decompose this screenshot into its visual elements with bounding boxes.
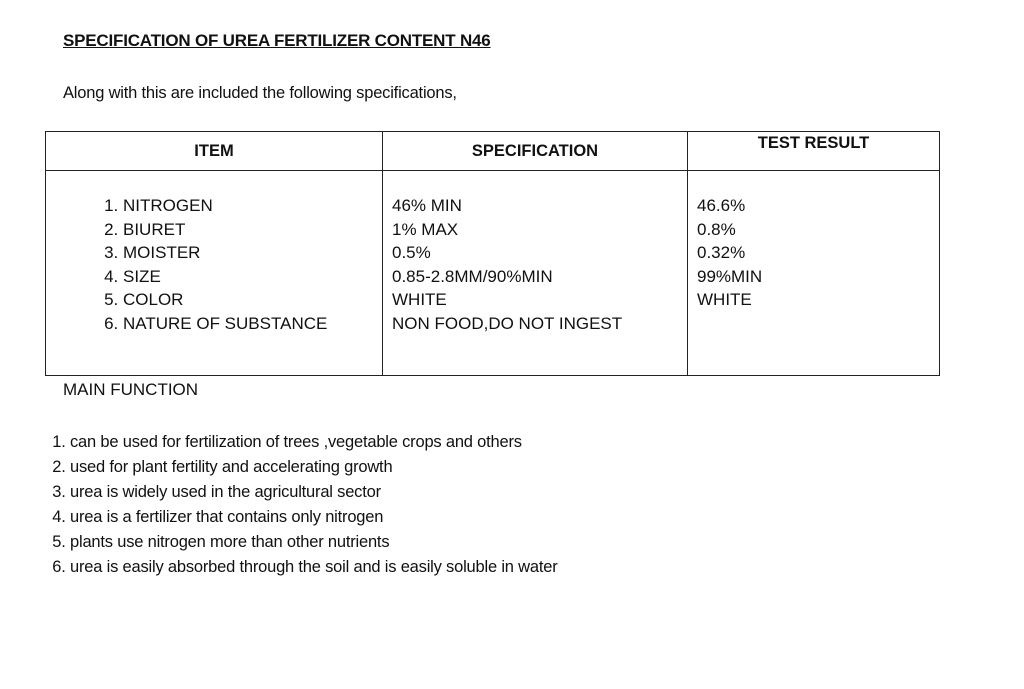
table-row [46, 171, 940, 376]
list-item: 0.85-2.8MM/90%MIN [392, 266, 553, 286]
list-item: 6. urea is easily absorbed through the soil and is easily soluble in water [70, 555, 558, 580]
item-cell [46, 171, 383, 376]
specification-list [383, 194, 687, 335]
item-list [46, 194, 382, 335]
list-item: 0.8% [697, 219, 736, 239]
list-item: 99%MIN [697, 266, 763, 286]
main-function-heading: MAIN FUNCTION [63, 380, 199, 399]
document-title: SPECIFICATION OF UREA FERTILIZER CONTENT N46 [63, 31, 491, 50]
list-item: 4. urea is a fertilizer that contains only nitrogen [70, 505, 558, 530]
list-item: 0.32% [697, 243, 746, 262]
list-item: 4. SIZE [123, 265, 382, 289]
list-item: 2. used for plant fertility and accelerating growth [70, 455, 558, 480]
specification-cell [383, 171, 688, 376]
specification-table [45, 131, 940, 376]
list-item: 1. can be used for fertilization of trees ,vegetable crops and others [70, 430, 558, 455]
list-item: 1% MAX [392, 219, 459, 239]
list-item: 3. urea is widely used in the agricultural sector [70, 480, 558, 505]
list-item: WHITE [392, 290, 447, 309]
list-item: 46.6% [697, 196, 746, 215]
list-item: 5. plants use nitrogen more than other nutrients [70, 530, 558, 555]
main-function-list [0, 430, 558, 580]
list-item: NON FOOD,DO NOT INGEST [392, 313, 623, 333]
list-item: 3. MOISTER [123, 241, 382, 265]
table-header-row [46, 132, 940, 171]
list-item: 0.5% [392, 243, 431, 262]
list-item: 5. COLOR [123, 288, 382, 312]
test-result-cell [688, 171, 940, 376]
list-item: 46% MIN [392, 196, 462, 215]
test-result-list [688, 194, 939, 312]
header-test-result: TEST RESULT [688, 132, 940, 171]
list-item: 2. BIURET [123, 218, 382, 242]
header-item: ITEM [46, 132, 383, 171]
list-item: 6. NATURE OF SUBSTANCE [123, 312, 382, 336]
list-item: 1. NITROGEN [123, 194, 382, 218]
header-specification: SPECIFICATION [383, 132, 688, 171]
intro-text: Along with this are included the following specifications, [63, 84, 457, 102]
list-item: WHITE [697, 290, 752, 309]
